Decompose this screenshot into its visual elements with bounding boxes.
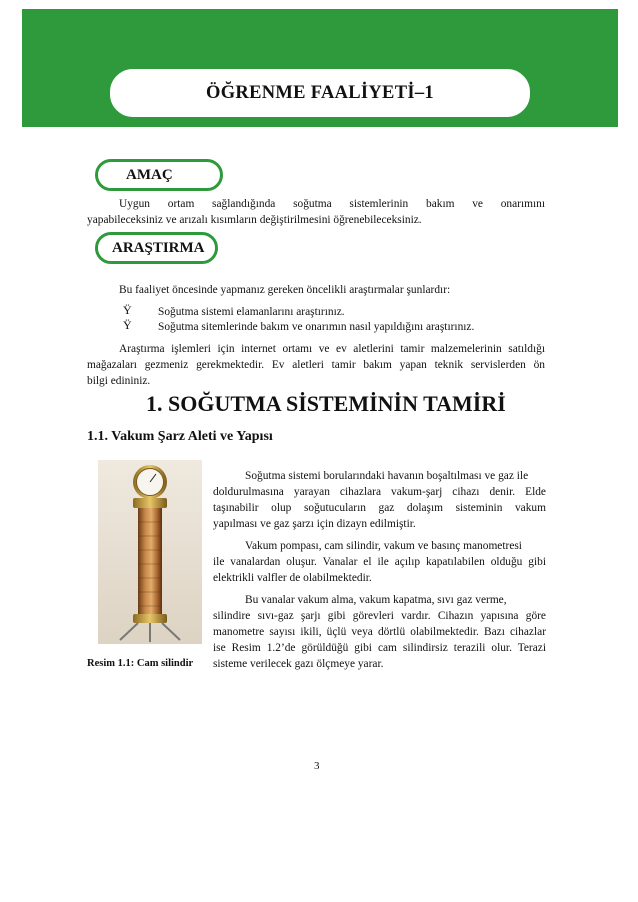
- figure-cam-silindir: [98, 460, 202, 644]
- body-p2-line: Vakum pompası, cam silindir, vakum ve basınç manometresi: [245, 540, 522, 552]
- activity-title-box: [107, 66, 533, 120]
- body-p1-line: doldurulmasına yarayan cihazlara vakum-şarj cihazı denir. Elde: [213, 486, 546, 498]
- page-number: 3: [314, 760, 320, 772]
- body-p1-line: Soğutma sistemi borularındaki havanın boşaltılması ve gaz ile: [245, 470, 529, 482]
- amac-label-box: [95, 159, 223, 191]
- body-p1-line: taşınabilir olup soğutucuların gaz dolaşım sisteminin vakum: [213, 502, 546, 514]
- cylinder-photo: [98, 460, 202, 644]
- body-p1-line: yapılması ve gaz şarzı için dizayn edilmiştir.: [213, 518, 416, 530]
- arastirma-intro: Bu faaliyet öncesinde yapmanız gereken öncelikli araştırmalar şunlardır:: [119, 284, 451, 296]
- body-p3-line: sisteme verilecek gazı ölçmeye yarar.: [213, 658, 384, 670]
- figure-caption: Resim 1.1: Cam silindir: [87, 658, 194, 669]
- arastirma-label-box: [95, 232, 218, 264]
- amac-text-line1: Uygun ortam sağlandığında soğutma sistemlerinin bakım ve onarımını: [119, 198, 545, 210]
- body-p3-line: ise Resim 1.2’de görüldüğü gibi cam silindirsiz terazili olur. Terazi: [213, 642, 546, 654]
- body-p2-line: elektrikli valfler de olabilmektedir.: [213, 572, 372, 584]
- activity-title: ÖĞRENME FAALİYETİ–1: [206, 82, 434, 103]
- subsection-heading: 1.1. Vakum Şarz Aleti ve Yapısı: [87, 429, 273, 444]
- amac-text-line2: yapabileceksiniz ve arızalı kısımların değiştirilmesini öğrenebileceksiniz.: [87, 214, 422, 226]
- arastirma-para-line3: bilgi edininiz.: [87, 375, 151, 387]
- bullet-marker: Ÿ: [123, 318, 132, 332]
- section-heading: 1. SOĞUTMA SİSTEMİNİN TAMİRİ: [146, 391, 506, 416]
- body-p3-line: silindire sıvı-gaz şarjı gibi görevleri vardır. Cihazın yapısına göre: [213, 610, 546, 622]
- bullet-item: Soğutma sitemlerinde bakım ve onarımın nasıl yapıldığını araştırınız.: [158, 321, 475, 333]
- bullet-item: Soğutma sistemi elamanlarını araştırınız.: [158, 306, 345, 318]
- arastirma-label: ARAŞTIRMA: [112, 239, 205, 256]
- body-p3-line: manometre sayısı ikili, üçlü veya dörtlü olabilmektedir. Bazı cihazlar: [213, 626, 546, 638]
- body-p3-line: Bu vanalar vakum alma, vakum kapatma, sıvı gaz verme,: [245, 594, 507, 606]
- bullet-marker: Ÿ: [123, 303, 132, 317]
- body-p2-line: ile vanalardan oluşur. Vanalar el ile açılıp kapatılabilen olduğu gibi: [213, 556, 546, 568]
- arastirma-para-line2: mağazaları gezmeniz gerekmektedir. Ev aletleri tamir bakım yapan teknik servislerden ön: [87, 359, 545, 371]
- arastirma-para-line1: Araştırma işlemleri için internet ortamı ve ev aletlerini tamir malzemelerinin satıldığı: [119, 343, 545, 355]
- amac-label: AMAÇ: [126, 166, 173, 183]
